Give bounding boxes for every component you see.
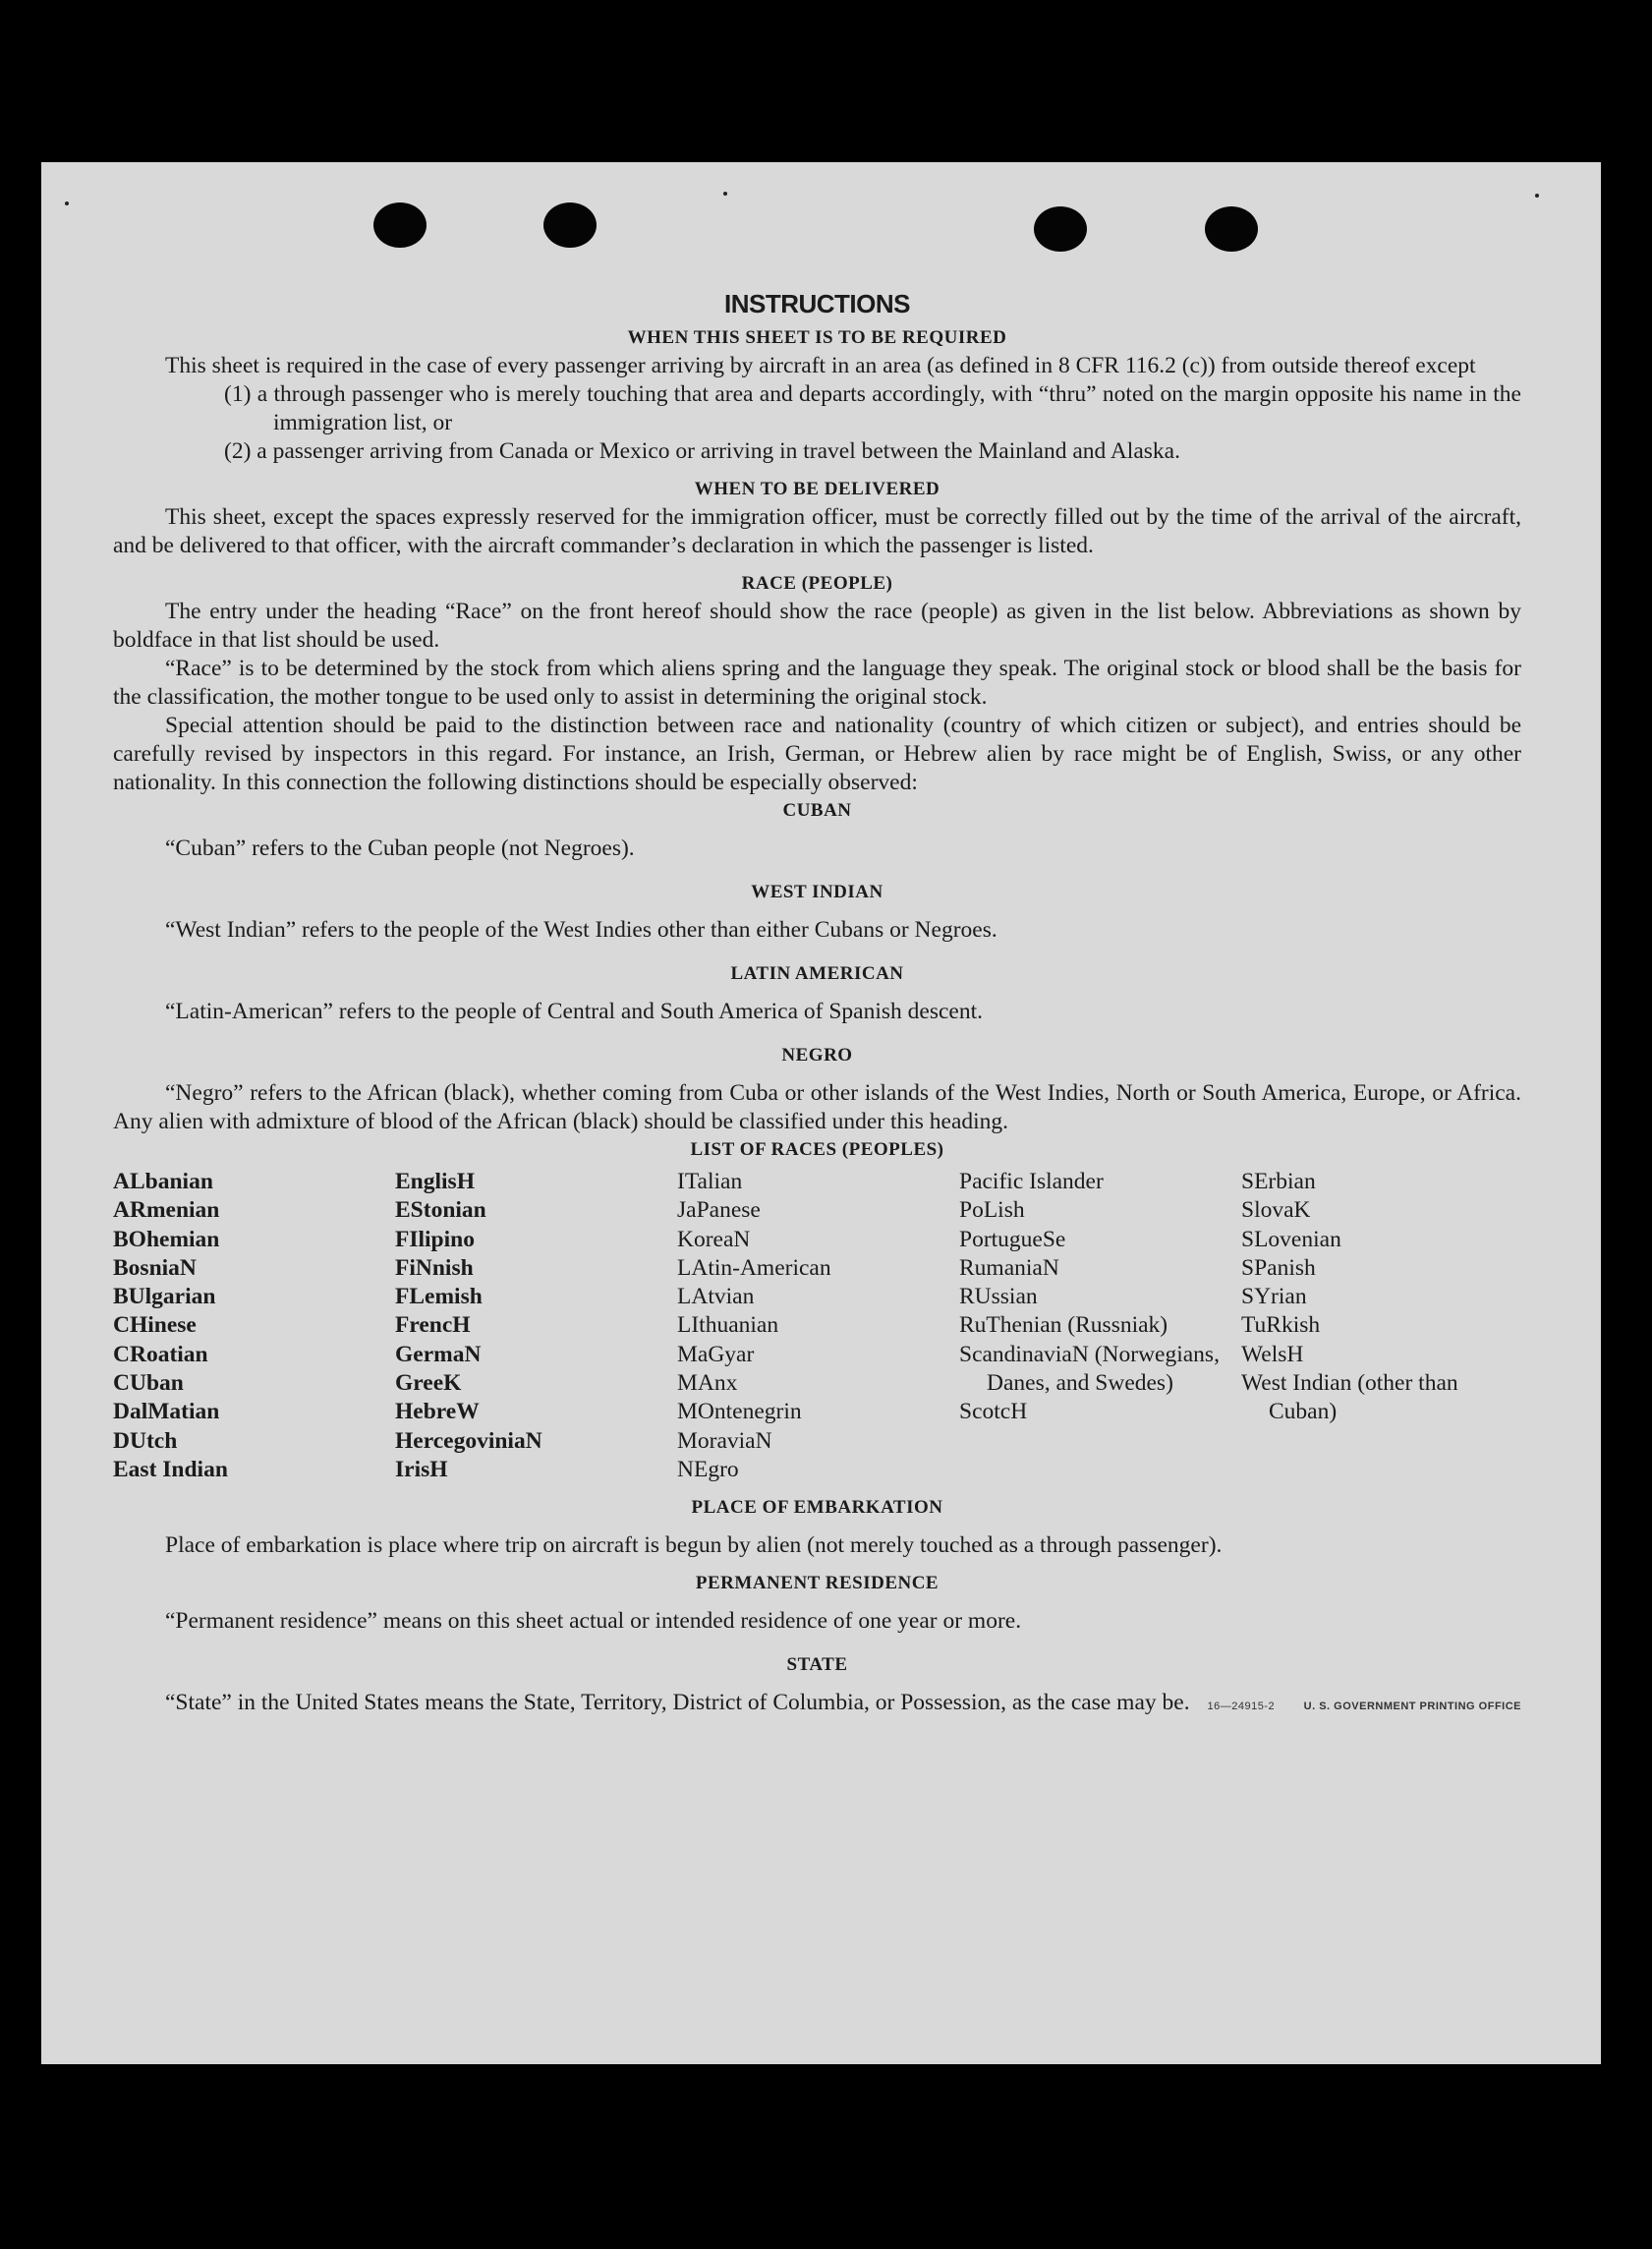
race-item: LAtin-American bbox=[677, 1254, 831, 1281]
race-item: TuRkish bbox=[1241, 1312, 1321, 1339]
race-item: DalMatian bbox=[113, 1399, 220, 1425]
race-item: PortugueSe bbox=[959, 1226, 1066, 1252]
race-item: ScotcH bbox=[959, 1399, 1028, 1425]
section-heading-embarkation: PLACE OF EMBARKATION bbox=[691, 1497, 943, 1519]
state-block bbox=[113, 1689, 1521, 1717]
race-item: BOhemian bbox=[113, 1226, 220, 1252]
race-item: MaGyar bbox=[677, 1341, 755, 1367]
race-column bbox=[1241, 1168, 1521, 1484]
residence-text: “Permanent residence” means on this sheet actual or intended residence of one year or more. bbox=[165, 1608, 1022, 1635]
race-item: SPanish bbox=[1241, 1254, 1316, 1281]
section-heading-negro: NEGRO bbox=[781, 1045, 853, 1066]
printer-name: U. S. GOVERNMENT PRINTING OFFICE bbox=[1303, 1701, 1521, 1713]
race-item: FLemish bbox=[395, 1284, 483, 1310]
required-item-2: (2) a passenger arriving from Canada or Mexico or arriving in travel between the Mainland and Alaska. bbox=[224, 438, 1180, 464]
race-item: KoreaN bbox=[677, 1226, 751, 1252]
race-column bbox=[395, 1168, 677, 1484]
printing-footer bbox=[1207, 1693, 1521, 1721]
race-item: ITalian bbox=[677, 1169, 743, 1194]
race-item: LIthuanian bbox=[677, 1312, 779, 1339]
race-item: HebreW bbox=[395, 1399, 480, 1425]
race-item: DUtch bbox=[113, 1427, 178, 1454]
section-heading-cuban: CUBAN bbox=[782, 800, 852, 821]
section-heading-race: RACE (PEOPLE) bbox=[741, 573, 893, 594]
race-list bbox=[113, 1168, 1521, 1484]
race-item: RuThenian (Russniak) bbox=[959, 1312, 1168, 1339]
race-item: MOntenegrin bbox=[677, 1399, 802, 1425]
delivered-text: This sheet, except the spaces expressly reserved for the immigration officer, must be correctly filled out by the time of the arrival of the aircraft, and be delivered to that officer, with the aircraft commander’s declaration in which the passenger is listed. bbox=[113, 504, 1521, 558]
section-heading-residence: PERMANENT RESIDENCE bbox=[695, 1573, 940, 1594]
cuban-text: “Cuban” refers to the Cuban people (not Negroes). bbox=[165, 836, 635, 861]
race-item: BUlgarian bbox=[113, 1284, 216, 1310]
race-item: WelsH bbox=[1241, 1341, 1304, 1367]
race-item: SLovenian bbox=[1241, 1226, 1341, 1252]
latin-american-text: “Latin-American” refers to the people of Central and South America of Spanish descent. bbox=[165, 999, 984, 1024]
race-item: CUban bbox=[113, 1370, 184, 1397]
race-item: FIlipino bbox=[395, 1226, 475, 1252]
paper-speck bbox=[1535, 194, 1539, 198]
race-item: RumaniaN bbox=[959, 1254, 1059, 1281]
required-item-1: (1) a through passenger who is merely touching that area and departs accordingly, with “thru” noted on the margin opposite his name in the immigration list, or bbox=[224, 381, 1521, 435]
page-title: INSTRUCTIONS bbox=[724, 289, 910, 318]
race-item: ARmenian bbox=[113, 1197, 220, 1224]
race-column bbox=[677, 1168, 959, 1484]
race-item: SlovaK bbox=[1241, 1197, 1311, 1224]
race-item: NEgro bbox=[677, 1456, 739, 1482]
race-paragraph-3: Special attention should be paid to the distinction between race and nationality (country of which citizen or subject), and entries should be carefully revised by inspectors in this regard. For instance, an Irish, German, or Hebrew alien by race might be of English, Swiss, or any other nationality. In this connection the following distinctions should be especially observed: bbox=[113, 713, 1521, 795]
race-item: ScandinaviaN (Norwegians, Danes, and Swedes) bbox=[959, 1341, 1220, 1397]
race-item: RUssian bbox=[959, 1284, 1038, 1310]
race-item: GreeK bbox=[395, 1370, 462, 1397]
race-item: SErbian bbox=[1241, 1169, 1316, 1194]
form-sheet bbox=[41, 162, 1601, 2064]
race-item: LAtvian bbox=[677, 1284, 755, 1310]
form-number: 16—24915-2 bbox=[1207, 1701, 1276, 1713]
race-item: FrencH bbox=[395, 1312, 471, 1339]
punch-hole bbox=[1034, 206, 1087, 252]
race-item: EnglisH bbox=[395, 1169, 475, 1194]
state-text: “State” in the United States means the State, Territory, District of Columbia, or Possession, as the case may be. bbox=[165, 1690, 1190, 1716]
instructions-body bbox=[113, 290, 1521, 1717]
section-heading-state: STATE bbox=[786, 1654, 848, 1676]
race-item: MoraviaN bbox=[677, 1427, 772, 1454]
negro-text: “Negro” refers to the African (black), whether coming from Cuba or other islands of the West Indies, North or South America, Europe, or Africa. Any alien with admixture of blood of the African (black) should be classified under this heading. bbox=[113, 1080, 1521, 1134]
paper-speck bbox=[723, 192, 727, 196]
race-column bbox=[113, 1168, 395, 1484]
section-heading-west-indian: WEST INDIAN bbox=[751, 882, 883, 902]
race-item: East Indian bbox=[113, 1456, 228, 1482]
section-heading-list-of-races: LIST OF RACES (PEOPLES) bbox=[690, 1139, 944, 1160]
paper-speck bbox=[65, 202, 69, 205]
punch-hole bbox=[543, 202, 597, 248]
race-column bbox=[959, 1168, 1241, 1484]
required-intro: This sheet is required in the case of every passenger arriving by aircraft in an area (as defined in 8 CFR 116.2 (c)) from outside thereof except bbox=[165, 353, 1476, 378]
race-item: JaPanese bbox=[677, 1197, 761, 1224]
race-item: BosniaN bbox=[113, 1254, 197, 1281]
race-item: Pacific Islander bbox=[959, 1169, 1104, 1194]
punch-hole bbox=[1205, 206, 1258, 252]
race-item: GermaN bbox=[395, 1341, 482, 1367]
race-item: PoLish bbox=[959, 1197, 1025, 1224]
punch-hole bbox=[373, 202, 427, 248]
section-heading-required: WHEN THIS SHEET IS TO BE REQUIRED bbox=[627, 327, 1007, 348]
race-item: FiNnish bbox=[395, 1254, 474, 1281]
race-paragraph-1: The entry under the heading “Race” on the front hereof should show the race (people) as given in the list below. Abbreviations as shown by boldface in that list should be used. bbox=[113, 599, 1521, 653]
race-item: West Indian (other than Cuban) bbox=[1241, 1370, 1458, 1425]
race-item: HercegoviniaN bbox=[395, 1427, 542, 1454]
race-item: EStonian bbox=[395, 1197, 486, 1224]
west-indian-text: “West Indian” refers to the people of the West Indies other than either Cubans or Negroes. bbox=[165, 917, 997, 943]
race-paragraph-2: “Race” is to be determined by the stock from which aliens spring and the language they speak. The original stock or blood shall be the basis for the classification, the mother tongue to be used only to assist in determining the original stock. bbox=[113, 656, 1521, 710]
section-heading-delivered: WHEN TO BE DELIVERED bbox=[694, 479, 940, 499]
race-item: CHinese bbox=[113, 1312, 197, 1339]
race-item: MAnx bbox=[677, 1370, 738, 1397]
section-heading-latin-american: LATIN AMERICAN bbox=[730, 963, 904, 984]
race-item: ALbanian bbox=[113, 1169, 213, 1194]
race-item: SYrian bbox=[1241, 1284, 1307, 1310]
embarkation-text: Place of embarkation is place where trip on aircraft is begun by alien (not merely touched as a through passenger). bbox=[165, 1532, 1223, 1559]
race-item: IrisH bbox=[395, 1456, 448, 1482]
race-item: CRoatian bbox=[113, 1341, 208, 1367]
